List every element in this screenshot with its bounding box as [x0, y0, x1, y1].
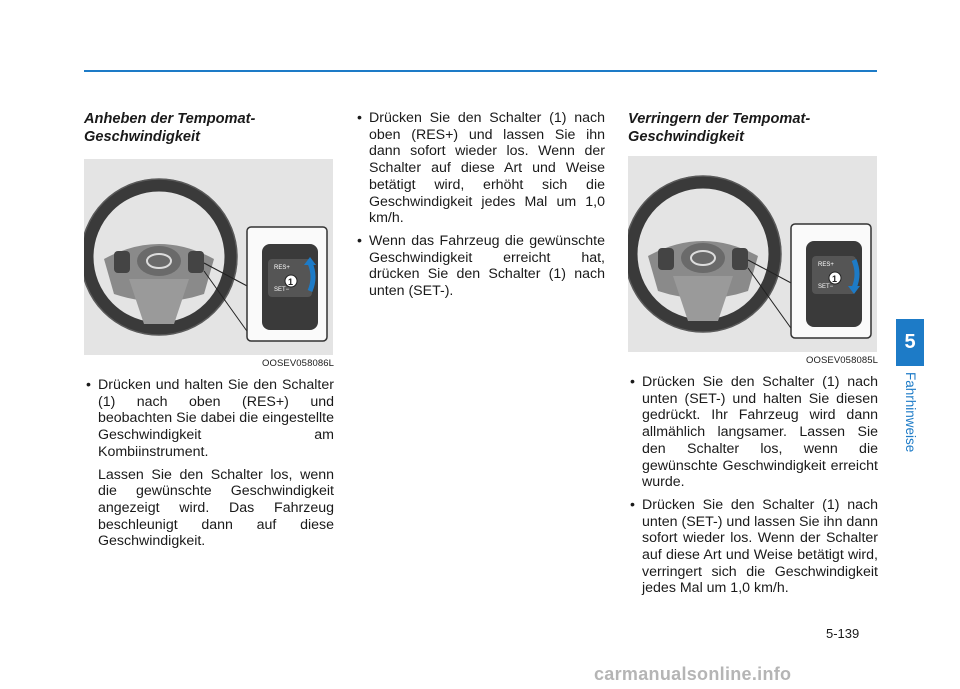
section-title-increase [84, 110, 334, 146]
bullet-increase-hold: • Drücken und halten Sie den Schalter (1) nach oben (RES+) und beobachten Sie dabei die eingestellte Geschwindigkeit am Kombiinstrument. [84, 377, 334, 461]
column-increase-continued [355, 110, 605, 306]
res-label: RES+ [274, 265, 290, 271]
callout-number: 1 [832, 274, 838, 284]
bullet-decrease-hold: • Drücken Sie den Schalter (1) nach unten (SET-) und halten Sie diesen gedrückt. Ihr Fahrzeug wird dann allmählich langsamer. Lassen Sie den Schalter los, wenn die gewünschte Geschwindigkeit erreicht wurde. [628, 374, 878, 491]
set-label: SET− [274, 287, 290, 293]
set-label: SET− [818, 284, 834, 290]
bullet-increase-tap: • Drücken Sie den Schalter (1) nach oben (RES+) und lassen Sie ihn dann sofort wieder los. Wenn der Schalter auf diese Art und Weise betätigt wird, erhöht sich die Geschwindigkeit jedes Mal um 1,0 km/h. [355, 110, 605, 227]
callout-number: 1 [288, 277, 294, 287]
steering-wheel-figure-decrease [628, 156, 877, 352]
column-decrease [628, 110, 878, 603]
column-increase [84, 110, 334, 550]
section-title-line1: Verringern der Tempomat- [628, 111, 811, 127]
steering-wheel-figure-increase [84, 159, 333, 355]
section-title-line2: Geschwindigkeit [628, 129, 744, 145]
res-label: RES+ [818, 262, 834, 268]
chapter-number-tab: 5 [896, 319, 924, 366]
bullet-decrease-tap: • Drücken Sie den Schalter (1) nach unten (SET-) und lassen Sie ihn dann sofort wieder los. Wenn der Schalter auf diese Art und Weise betätigt wird, verringert sich die Geschwindigkeit jedes Mal um 1,0 km/h. [628, 497, 878, 597]
paragraph-release: Lassen Sie den Schalter los, wenn die gewünschte Geschwindigkeit angezeigt wird. Das Fahrzeug beschleunigt dann auf diese Geschwindigkeit. [98, 466, 334, 550]
chapter-label: Fahrhinweise [903, 372, 918, 453]
figure-code-increase: OOSEV058086L [262, 358, 334, 369]
section-title-decrease [628, 110, 878, 146]
page-number: 5-139 [826, 626, 860, 641]
section-title-line2: Geschwindigkeit [84, 129, 200, 145]
header-rule [84, 70, 877, 72]
watermark: carmanualsonline.info [594, 664, 792, 684]
figure-code-decrease: OOSEV058085L [806, 355, 878, 366]
section-title-line1: Anheben der Tempomat- [84, 111, 256, 127]
bullet-set: • Wenn das Fahrzeug die gewünschte Geschwindigkeit erreicht hat, drücken Sie den Schalter (1) nach unten (SET-). [355, 233, 605, 300]
